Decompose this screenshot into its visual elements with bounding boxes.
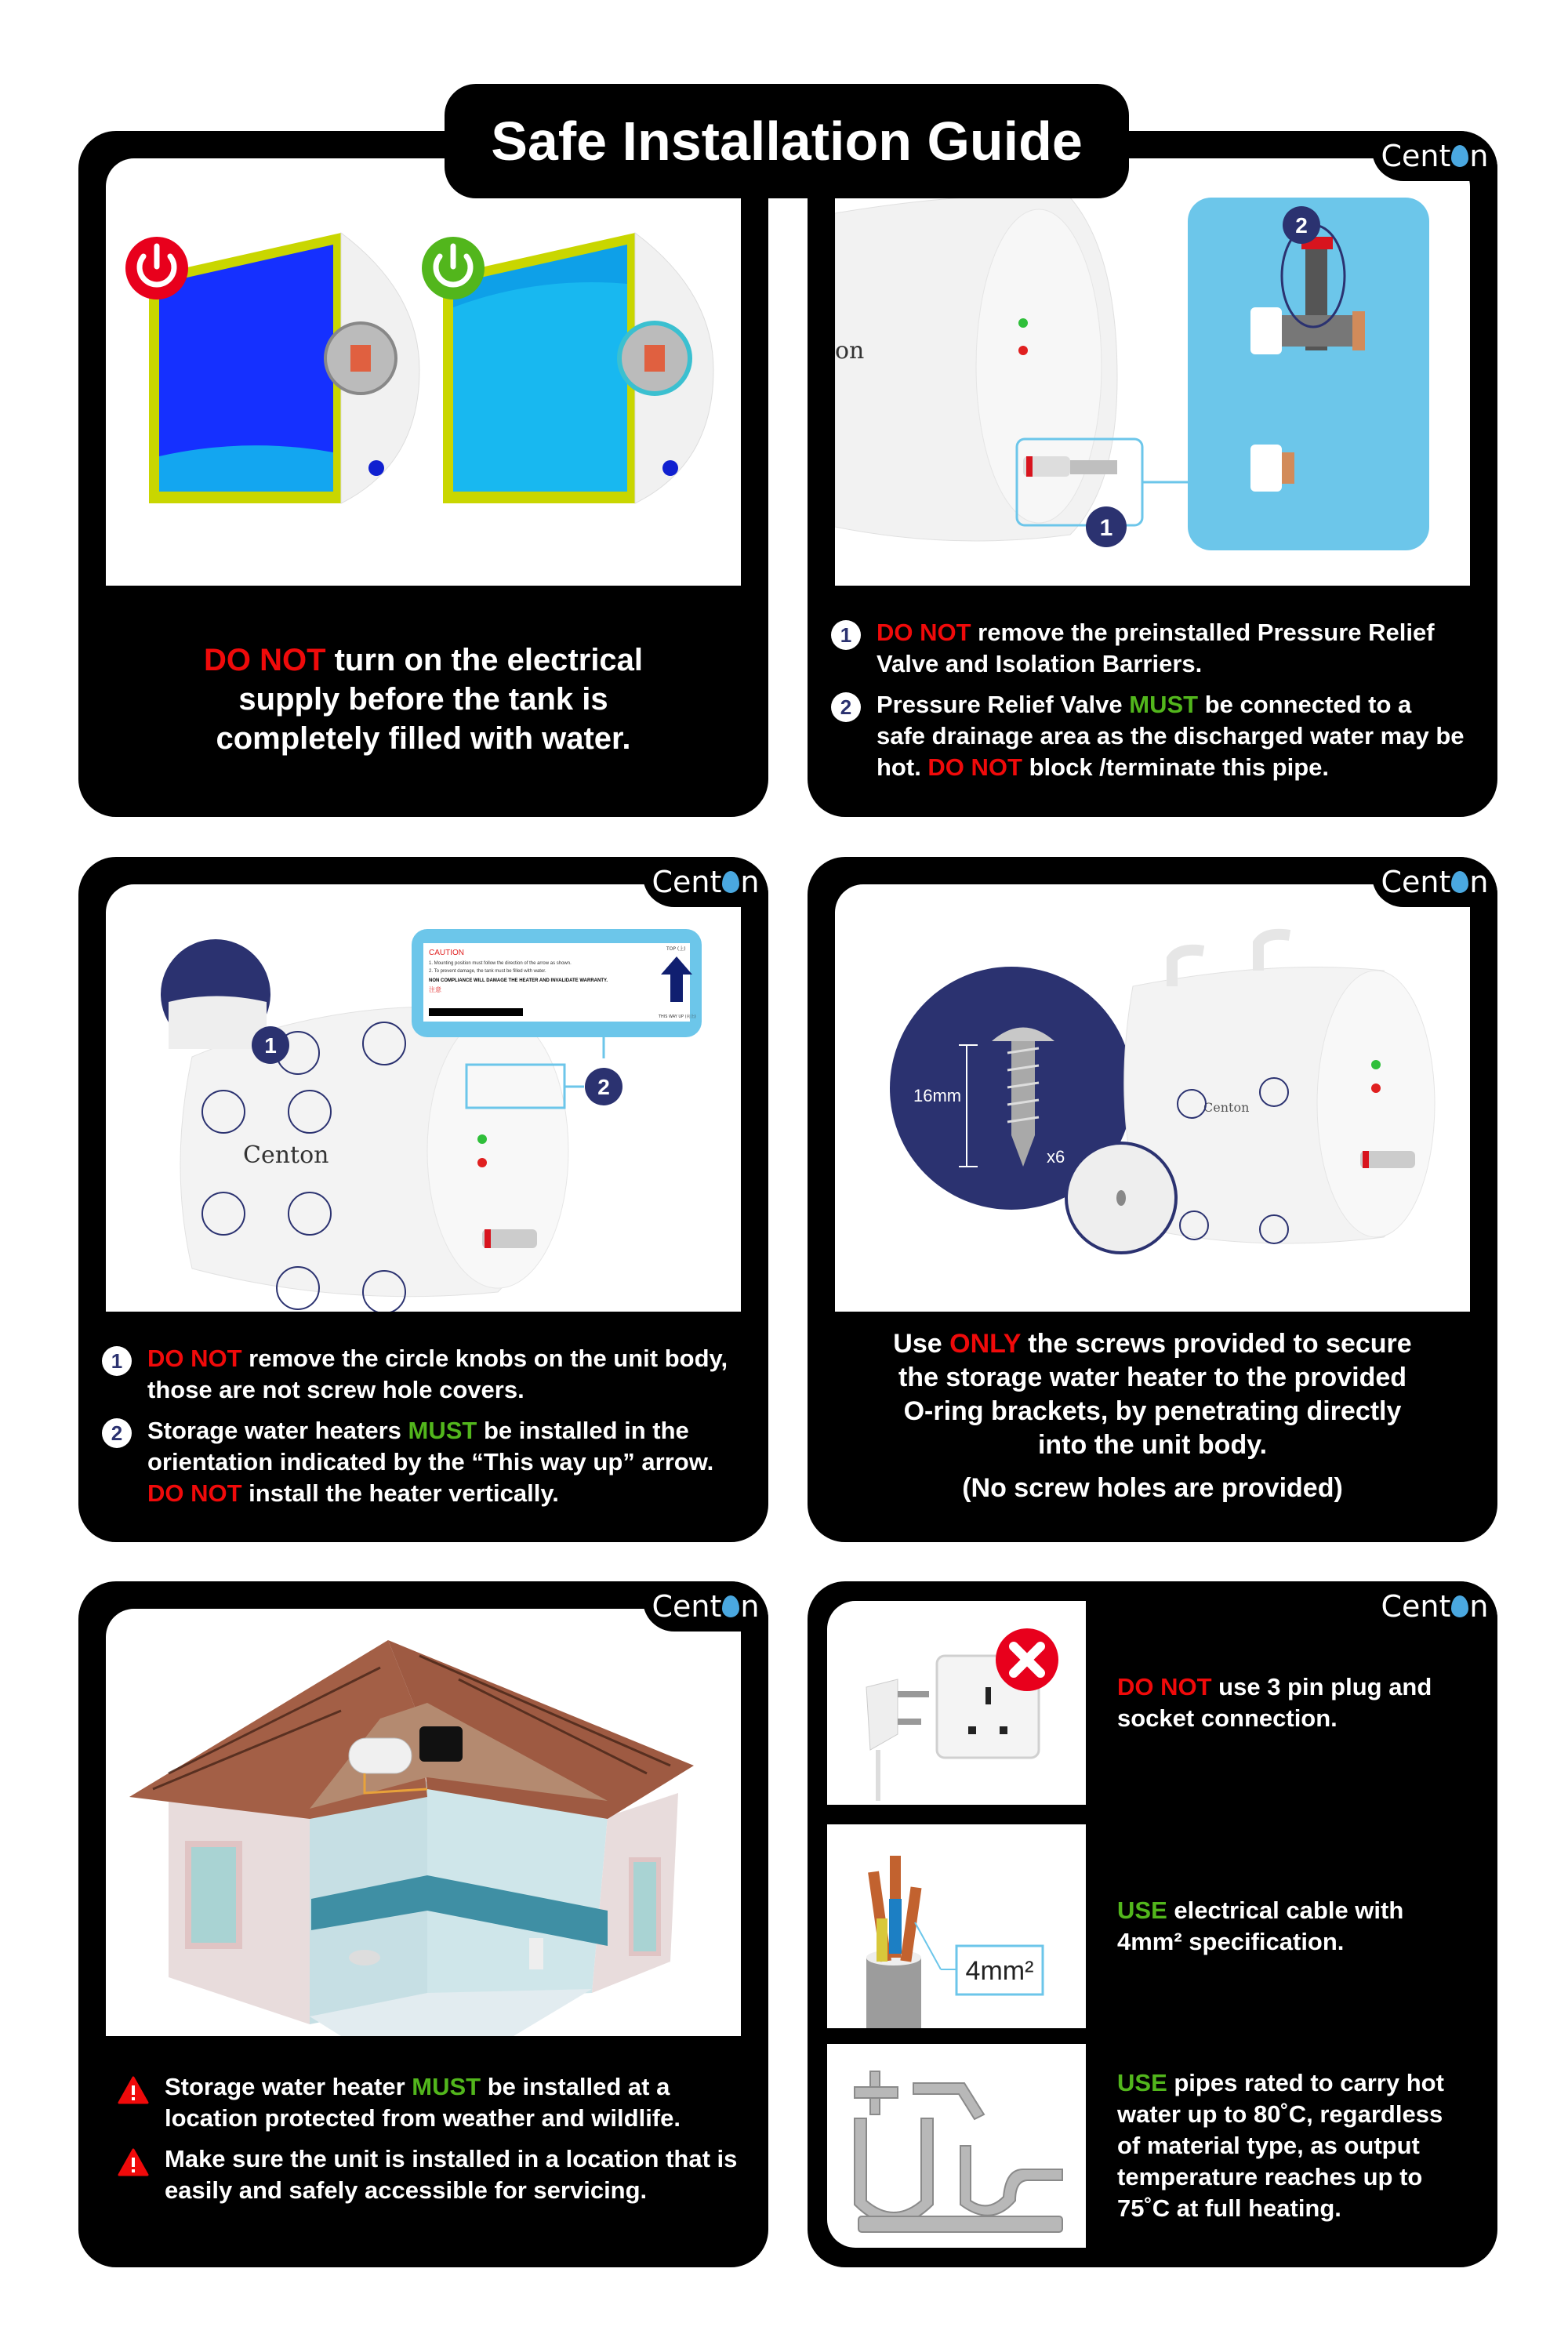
screw-qty-label: x6 [1047, 1147, 1065, 1167]
tank-fill-illustration [106, 158, 741, 586]
heating-led-icon [1018, 346, 1028, 355]
only-emphasis: ONLY [949, 1329, 1021, 1359]
list-item [102, 1343, 745, 1406]
centon-logo: Cent n [643, 857, 768, 907]
cable-size-label: 4mm² [965, 1956, 1034, 1986]
callout-2-badge [585, 1068, 622, 1105]
svg-text:2: 2 [1295, 213, 1308, 238]
list-item [118, 2071, 745, 2134]
svg-text:1: 1 [264, 1033, 277, 1058]
water-drop-icon [1451, 871, 1468, 893]
warning-text-line3: completely filled with water. [216, 721, 631, 756]
item-text: remove the preinstalled Pressure Relief Valve and Isolation Barriers. [877, 619, 1435, 677]
power-off-red-icon [125, 237, 188, 299]
pipes-icon [827, 2044, 1086, 2248]
do-not-emphasis: DO NOT [927, 753, 1022, 781]
list-item [831, 617, 1466, 680]
svg-text:Centon: Centon [1203, 1100, 1250, 1115]
list-item [102, 1415, 745, 1509]
do-not-emphasis: DO NOT [147, 1479, 242, 1507]
plug-socket-prohibited-icon [827, 1601, 1086, 1805]
item-text: O-ring brackets, by penetrating directly [903, 1396, 1402, 1426]
pipes-instruction-text [1117, 2067, 1470, 2224]
must-emphasis: MUST [408, 1417, 477, 1444]
panel-location [78, 1581, 768, 2267]
do-not-emphasis: DO NOT [1117, 1673, 1212, 1700]
panel-orientation [78, 857, 768, 1542]
item-text: be installed at a location protected from weather and wildlife. [165, 2073, 681, 2132]
svg-text:2: 2 [597, 1075, 610, 1099]
centon-logo: Cent n [1372, 131, 1497, 181]
screw-length-label: 16mm [913, 1086, 962, 1105]
number-badge: 1 [102, 1346, 132, 1376]
item-text: Make sure the unit is installed in a location that is easily and safely accessible for servicing. [165, 2145, 738, 2204]
use-emphasis: USE [1117, 2069, 1167, 2096]
plug-warning-text [1117, 1671, 1470, 1734]
item-text: the storage water heater to the provided [898, 1363, 1407, 1392]
list-item [118, 2143, 745, 2206]
orientation-illustration [106, 884, 741, 1312]
item-text: block /terminate this pipe. [1022, 753, 1330, 781]
list-item [831, 689, 1466, 783]
panel-electrical-and-pipes [808, 1581, 1497, 2267]
panel-pressure-relief-valve [808, 131, 1497, 817]
item-text: into the unit body. [1037, 1430, 1268, 1460]
warning-text-line1: turn on the electrical [325, 643, 644, 677]
do-not-emphasis: DO NOT [147, 1345, 242, 1372]
item-text: the screws provided to secure [1020, 1329, 1412, 1359]
must-emphasis: MUST [412, 2073, 481, 2100]
cable-tile [827, 1824, 1086, 2028]
plug-socket-tile [827, 1601, 1086, 1805]
water-drop-icon [722, 1595, 739, 1617]
valve-illustration [835, 158, 1470, 586]
item-text: remove the circle knobs on the unit body, those are not screw hole covers. [147, 1345, 728, 1403]
pipes-tile [827, 2044, 1086, 2248]
item-text: Use [893, 1329, 950, 1359]
panel-power-supply [78, 131, 768, 817]
water-drop-icon [722, 871, 739, 893]
screws-illustration [835, 884, 1470, 1312]
number-badge: 1 [831, 620, 861, 650]
orientation-instructions [102, 1343, 745, 1519]
must-emphasis: MUST [1129, 691, 1199, 718]
cable-icon [827, 1824, 1086, 2028]
valve-instructions [831, 617, 1466, 793]
item-text: be connected to a safe drainage area as the discharged water may be hot. [877, 691, 1465, 781]
location-instructions [118, 2071, 745, 2216]
centon-logo: Cent n [1372, 1581, 1497, 1632]
power-supply-warning [106, 641, 741, 758]
centon-logo: Cent n [1372, 857, 1497, 907]
warning-text-line2: supply before the tank is [238, 682, 608, 717]
item-text: be installed in the orientation indicated by the “This way up” arrow. [147, 1417, 714, 1475]
sticker-line1: 1. Mounting position must follow the direction of the arrow as shown. [429, 961, 572, 966]
power-led-icon [1018, 318, 1028, 328]
item-text: install the heater vertically. [241, 1479, 559, 1507]
do-not-emphasis: DO NOT [877, 619, 971, 646]
panel-screws [808, 857, 1497, 1542]
item-text: Storage water heater [165, 2073, 412, 2100]
number-badge: 2 [102, 1418, 132, 1448]
sticker-line3: NON COMPLIANCE WILL DAMAGE THE HEATER AND INVALIDATE WARRANTY. [429, 978, 608, 983]
item-text: Storage water heaters [147, 1417, 408, 1444]
tank-brand-text: Centon [243, 1142, 329, 1169]
callout-1-badge [252, 1026, 289, 1064]
number-badge: 2 [831, 692, 861, 722]
page-title-text: Safe Installation Guide [491, 111, 1083, 172]
screws-instructions [835, 1327, 1470, 1505]
house-cutaway-illustration [106, 1609, 741, 2036]
do-not-emphasis: DO NOT [203, 643, 326, 677]
item-text: Pressure Relief Valve [877, 691, 1130, 718]
page-title [445, 84, 1129, 198]
sticker-bottom-label: THIS WAY UP (向上) [659, 1014, 696, 1019]
sticker-cn-title: 注意 [429, 986, 441, 993]
power-on-green-icon [422, 237, 485, 299]
warning-icon [118, 2148, 149, 2176]
item-text: pipes rated to carry hot water up to 80˚C, regardless of material type, as output temperature reaches up to 75˚C at full heating. [1117, 2069, 1444, 2222]
water-drop-icon [1451, 145, 1468, 167]
screw-holes-note: (No screw holes are provided) [962, 1473, 1343, 1503]
sticker-top-label: TOP (上) [666, 946, 686, 952]
svg-text:2. To prevent damage, the tank: 2. To prevent damage, the tank must be filled with water. [429, 969, 546, 974]
svg-text:on: on [835, 337, 865, 365]
empty-tank-illustration [149, 233, 419, 503]
sticker-caution-title: CAUTION [429, 949, 464, 957]
use-emphasis: USE [1117, 1896, 1167, 1924]
item-text: use 3 pin plug and socket connection. [1117, 1673, 1432, 1732]
water-drop-icon [1451, 1595, 1468, 1617]
cable-instruction-text [1117, 1895, 1470, 1958]
item-text: electrical cable with 4mm² specification. [1117, 1896, 1404, 1955]
callout-2-badge [1283, 206, 1320, 244]
centon-logo: Cent n [643, 1581, 768, 1632]
svg-text:1: 1 [1099, 515, 1113, 541]
callout-1-badge [1086, 506, 1127, 547]
warning-icon [118, 2076, 149, 2104]
